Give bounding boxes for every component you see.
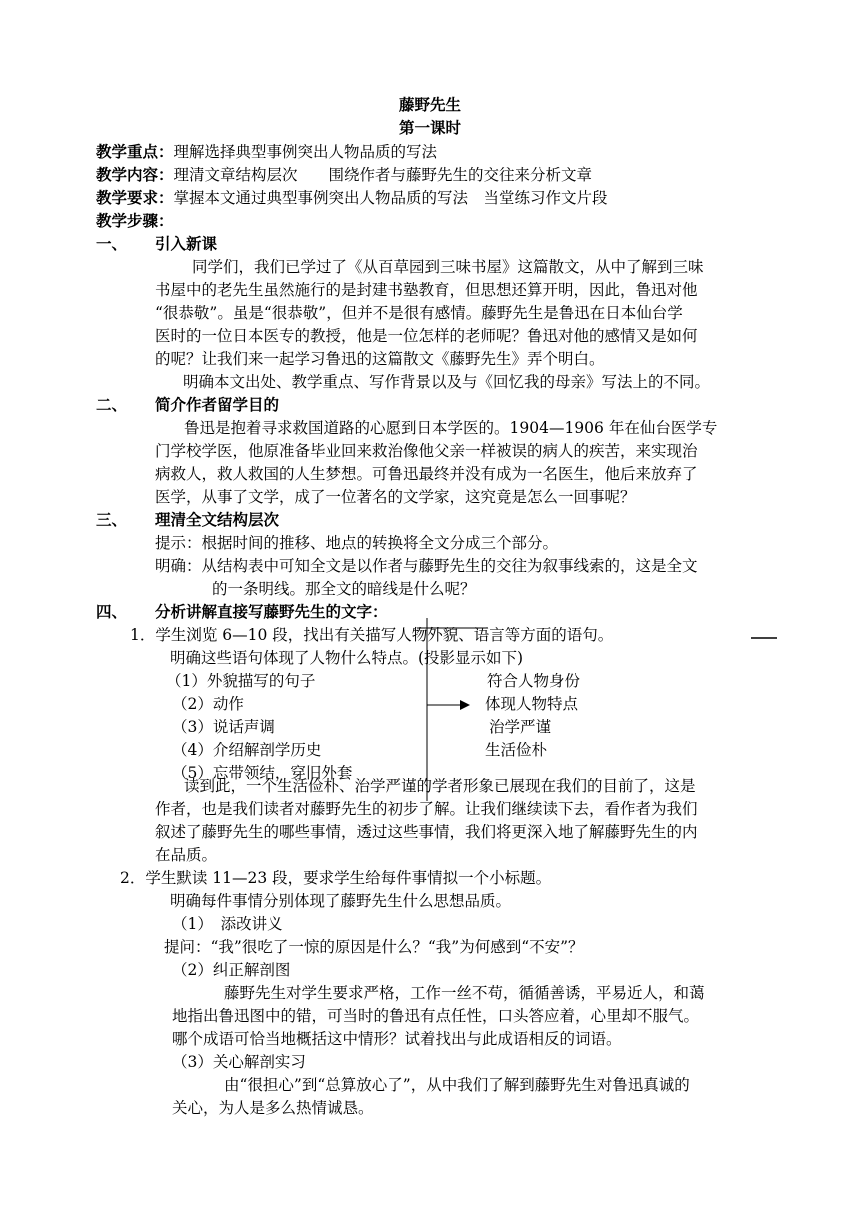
event-2-line-3: 哪个成语可恰当地概括这中情形？试着找出与此成语相反的词语。 <box>172 1030 622 1048</box>
teaching-requirement-label: 教学要求： <box>96 188 174 207</box>
trait-item-3: （3）说话声调 <box>172 718 275 736</box>
page-subtitle: 第一课时 <box>398 118 461 137</box>
section-4-p2-line-2: 明确每件事情分别体现了藤野先生什么思想品质。 <box>170 892 512 910</box>
section-1-line-6: 明确本文出处、教学重点、写作背景以及与《回忆我的母亲》写法上的不同。 <box>183 373 711 391</box>
section-4-p2-line-1: 2．学生默读 11—23 段，要求学生给每件事情拟一个小标题。 <box>120 869 552 887</box>
section-2-line-1: 鲁迅是抱着寻求救国道路的心愿到日本学医的。1904—1906 年在仙台医学专 <box>184 419 718 437</box>
trait-result-1: 符合人物身份 <box>487 672 581 690</box>
section-4-summary-line-4: 在品质。 <box>155 846 218 864</box>
section-4-summary-line-1: 读到此，一个生活俭朴、治学严谨的学者形象已展现在我们的目前了，这是 <box>184 777 696 795</box>
event-2-line-2: 地指出鲁迅图中的错，可当时的鲁迅有点任性，口头答应着，心里却不服气。 <box>172 1007 700 1025</box>
teaching-requirement-text: 掌握本文通过典型事例突出人物品质的写法 当堂练习作文片段 <box>173 189 608 207</box>
event-2-title: （2）纠正解剖图 <box>172 961 291 979</box>
section-2-line-2: 门学校学医，他原准备毕业回来救治像他父亲一样被误的病人的疾苦，来实现治 <box>155 442 698 460</box>
event-1-title: （1） 添改讲义 <box>172 915 283 933</box>
teaching-focus-text: 理解选择典型事例突出人物品质的写法 <box>173 143 438 161</box>
teaching-focus-label: 教学重点： <box>96 142 174 161</box>
event-2-line-1: 藤野先生对学生要求严格，工作一丝不苟，循循善诱，平易近人，和蔼 <box>224 984 705 1002</box>
diagram-arrow-head <box>460 700 470 710</box>
section-3-hint: 提示：根据时间的推移、地点的转换将全文分成三个部分。 <box>155 534 559 552</box>
section-1-number: 一、 <box>96 234 128 253</box>
section-3-answer-line-1: 明确：从结构表中可知全文是以作者与藤野先生的交往为叙事线索的，这是全文 <box>155 557 698 575</box>
section-2-number: 二、 <box>96 395 128 414</box>
section-2-line-4: 医学，从事了文学，成了一位著名的文学家，这究竟是怎么一回事呢？ <box>155 488 636 506</box>
section-1-line-2: 书屋中的老先生虽然施行的是封建书塾教育，但思想还算开明，因此，鲁迅对他 <box>155 281 698 299</box>
section-4-summary-line-2: 作者，也是我们读者对藤野先生的初步了解。让我们继续读下去，看作者为我们 <box>155 800 698 818</box>
section-4-number: 四、 <box>96 602 128 621</box>
section-3-answer-line-2: 的一条明线。那全文的暗线是什么呢？ <box>212 580 476 598</box>
event-3-line-2: 关心，为人是多么热情诚恳。 <box>172 1099 374 1117</box>
event-3-line-1: 由“很担心”到“总算放心了”，从中我们了解到藤野先生对鲁迅真诚的 <box>224 1076 690 1094</box>
section-2-line-3: 病救人，救人救国的人生梦想。可鲁迅最终并没有成为一名医生，他后来放弃了 <box>155 465 698 483</box>
section-1-title: 引入新课 <box>155 234 218 253</box>
section-4-p1-line-1: 1．学生浏览 6—10 段，找出有关描写人物外貌、语言等方面的语句。 <box>130 626 614 644</box>
trait-item-4: （4）介绍解剖学历史 <box>172 741 322 759</box>
trait-result-4: 生活俭朴 <box>485 741 548 759</box>
section-1-line-1: 同学们，我们已学过了《从百草园到三味书屋》这篇散文，从中了解到三味 <box>192 258 704 276</box>
page-title: 藤野先生 <box>398 95 461 114</box>
section-1-line-5: 的呢？让我们来一起学习鲁迅的这篇散文《藤野先生》弄个明白。 <box>155 350 605 368</box>
section-4-summary-line-3: 叙述了藤野先生的哪些事情，透过这些事情，我们将更深入地了解藤野先生的内 <box>155 823 698 841</box>
section-3-title: 理清全文结构层次 <box>155 510 280 529</box>
section-3-number: 三、 <box>96 510 128 529</box>
teaching-steps-label: 教学步骤： <box>96 211 174 230</box>
section-2-title: 简介作者留学目的 <box>155 395 280 414</box>
section-1-line-4: 医时的一位日本医专的教授，他是一位怎样的老师呢？鲁迅对他的感情又是如何 <box>155 327 698 345</box>
teaching-content-label: 教学内容： <box>96 165 174 184</box>
section-4-p1-line-2: 明确这些语句体现了人物什么特点。(投影显示如下) <box>170 649 524 667</box>
trait-result-3: 治学严谨 <box>489 718 552 736</box>
teaching-content-text: 理清文章结构层次 围绕作者与藤野先生的交往来分析文章 <box>173 166 593 184</box>
trait-item-2: （2）动作 <box>172 695 244 713</box>
event-3-title: （3）关心解剖实习 <box>172 1053 306 1071</box>
trait-item-5: （5）忘带领结，穿旧外套 <box>172 764 353 782</box>
section-1-line-3: “很恭敬”。虽是“很恭敬”，但并不是很有感情。藤野先生是鲁迅在日本仙台学 <box>155 304 683 322</box>
event-1-question: 提问：“我”很吃了一惊的原因是什么？“我”为何感到“不安”？ <box>164 938 584 956</box>
trait-result-2: 体现人物特点 <box>485 695 579 713</box>
section-4-title: 分析讲解直接写藤野先生的文字： <box>155 602 388 621</box>
trait-item-1: （1）外貌描写的句子 <box>166 672 316 690</box>
